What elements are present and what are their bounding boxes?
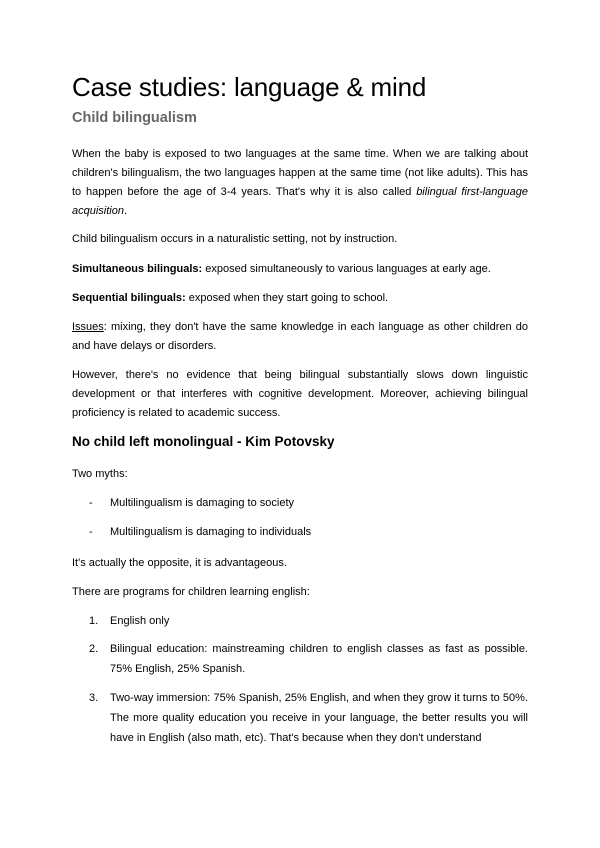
list-item-text: Bilingual education: mainstreaming children to english classes as fast as possible. 75% English, 25% Spanish. xyxy=(110,643,528,675)
simultaneous-term: Simultaneous bilinguals: xyxy=(72,263,203,275)
myths-intro: Two myths: xyxy=(72,468,128,480)
issues-term: Issues xyxy=(72,321,104,333)
advantage-paragraph: It's actually the opposite, it is advantageous. xyxy=(72,557,287,569)
issues-paragraph xyxy=(72,318,528,356)
naturalistic-paragraph: Child bilingualism occurs in a naturalistic setting, not by instruction. xyxy=(72,233,398,245)
list-item xyxy=(89,611,528,631)
list-item xyxy=(89,523,509,542)
evidence-paragraph: However, there's no evidence that being bilingual substantially slows down linguistic development or that interferes with cognitive development. Moreover, achieving bilingual proficiency is related to academic success. xyxy=(72,369,528,419)
simultaneous-paragraph xyxy=(72,260,528,279)
page-title: Case studies: language & mind xyxy=(72,72,427,102)
list-item-text: English only xyxy=(110,615,170,627)
programs-intro: There are programs for children learning english: xyxy=(72,586,310,598)
list-number: 1. xyxy=(89,615,99,627)
section-heading: No child left monolingual - Kim Potovsky xyxy=(72,434,335,449)
intro-end: . xyxy=(123,205,128,217)
page-subtitle: Child bilingualism xyxy=(72,110,197,126)
list-number: 3. xyxy=(89,692,99,704)
list-item xyxy=(89,688,528,748)
intro-text: When the baby is exposed to two languages at the same time. When we are talking about children's bilingualism, the two languages happen at the same time (not like adults). This has to happen before the age of 3-4 years. That's why it is also called xyxy=(72,148,528,198)
list-item-text: Multilingualism is damaging to individuals xyxy=(110,526,312,538)
list-item xyxy=(89,639,528,679)
list-item-text: Multilingualism is damaging to society xyxy=(110,497,295,509)
sequential-text: exposed when they start going to school. xyxy=(185,292,389,304)
intro-paragraph xyxy=(72,145,528,221)
intro-italic-term: bilingual first-language acquisition xyxy=(72,186,528,217)
list-item-text: Two-way immersion: 75% Spanish, 25% English, and when they grow it turns to 50%. The more quality education you receive in your language, the better results you will have in English (also math, etc). That's because when they don't understand xyxy=(110,692,528,744)
list-item xyxy=(89,494,509,513)
bullet-marker: - xyxy=(89,497,93,509)
list-number: 2. xyxy=(89,643,99,655)
bullet-marker: - xyxy=(89,526,93,538)
sequential-term: Sequential bilinguals: xyxy=(72,292,186,304)
sequential-paragraph xyxy=(72,289,528,308)
simultaneous-text: exposed simultaneously to various languages at early age. xyxy=(202,263,491,275)
issues-text: : mixing, they don't have the same knowledge in each language as other children do and have delays or disorders. xyxy=(72,321,528,352)
